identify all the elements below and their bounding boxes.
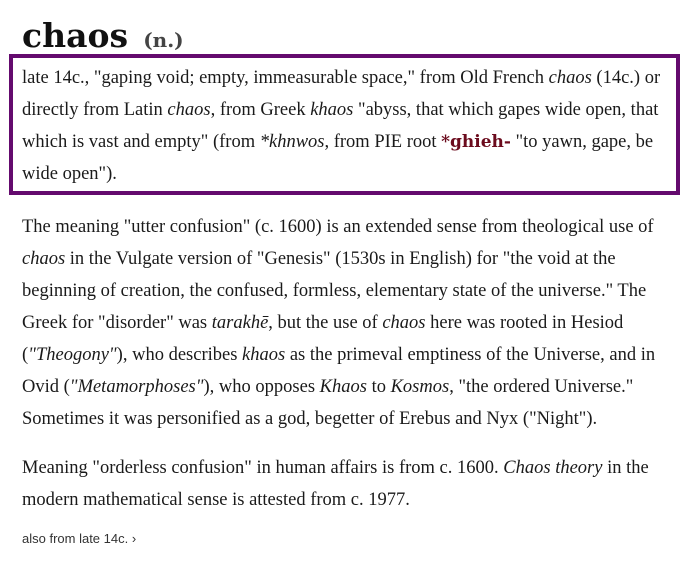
italic-term: khaos — [242, 345, 286, 365]
text-run: , from PIE root — [324, 132, 442, 152]
italic-term: tarakhē — [211, 313, 269, 333]
italic-term: "Theogony" — [28, 345, 117, 365]
etymology-paragraph-2 — [22, 211, 690, 435]
italic-term: Chaos theory — [503, 458, 603, 478]
text-run: "abyss, that which gapes wide open, that which is vast and empty" (from — [22, 100, 659, 152]
italic-term: khaos — [310, 100, 354, 120]
italic-term: *khnwos — [259, 132, 325, 152]
headword-line — [22, 14, 694, 58]
text-run: "to yawn, gape, be wide open"). — [22, 132, 654, 184]
text-run: , but the use of — [268, 313, 383, 333]
text-run: Meaning "orderless confusion" in human affairs is from c. 1600. — [22, 458, 504, 478]
text-run: here was rooted in Hesiod ( — [22, 313, 624, 365]
text-run: , from Greek — [210, 100, 311, 120]
also-from-link[interactable]: also from late 14c. › — [22, 531, 137, 546]
italic-term: Kosmos — [390, 377, 450, 397]
text-run: in the modern mathematical sense is attested from c. 1977. — [22, 458, 649, 510]
italic-term: chaos — [22, 249, 66, 269]
etymology-paragraph-1 — [22, 62, 690, 190]
italic-term: "Metamorphoses" — [69, 377, 204, 397]
text-run: , "the ordered Universe." Sometimes it was personified as a god, begetter of Erebus and Nyx ("Night"). — [22, 377, 634, 429]
italic-term: chaos — [382, 313, 426, 333]
italic-term: chaos — [167, 100, 211, 120]
text-run: ), who describes — [116, 345, 243, 365]
etymology-paragraph-3 — [22, 452, 690, 516]
text-run: in the Vulgate version of "Genesis" (1530s in English) for "the void at the beginning of creation, the confused, formless, elementary state of the universe." The Greek for "disorder" was — [22, 249, 647, 333]
headword: chaos — [22, 16, 129, 55]
text-run: ), who opposes — [203, 377, 320, 397]
text-run: to — [366, 377, 391, 397]
italic-term: Khaos — [319, 377, 367, 397]
text-run: The meaning "utter confusion" (c. 1600) is an extended sense from theological use of — [22, 217, 654, 237]
pie-root-link[interactable]: *ghieh- — [441, 132, 511, 152]
entry-header — [22, 14, 694, 58]
part-of-speech: (n.) — [143, 28, 184, 52]
text-run: as the primeval emptiness of the Universe, and in Ovid ( — [22, 345, 656, 397]
text-run: (14c.) or directly from Latin — [22, 68, 661, 120]
text-run: late 14c., "gaping void; empty, immeasurable space," from Old French — [22, 68, 549, 88]
italic-term: chaos — [548, 68, 592, 88]
